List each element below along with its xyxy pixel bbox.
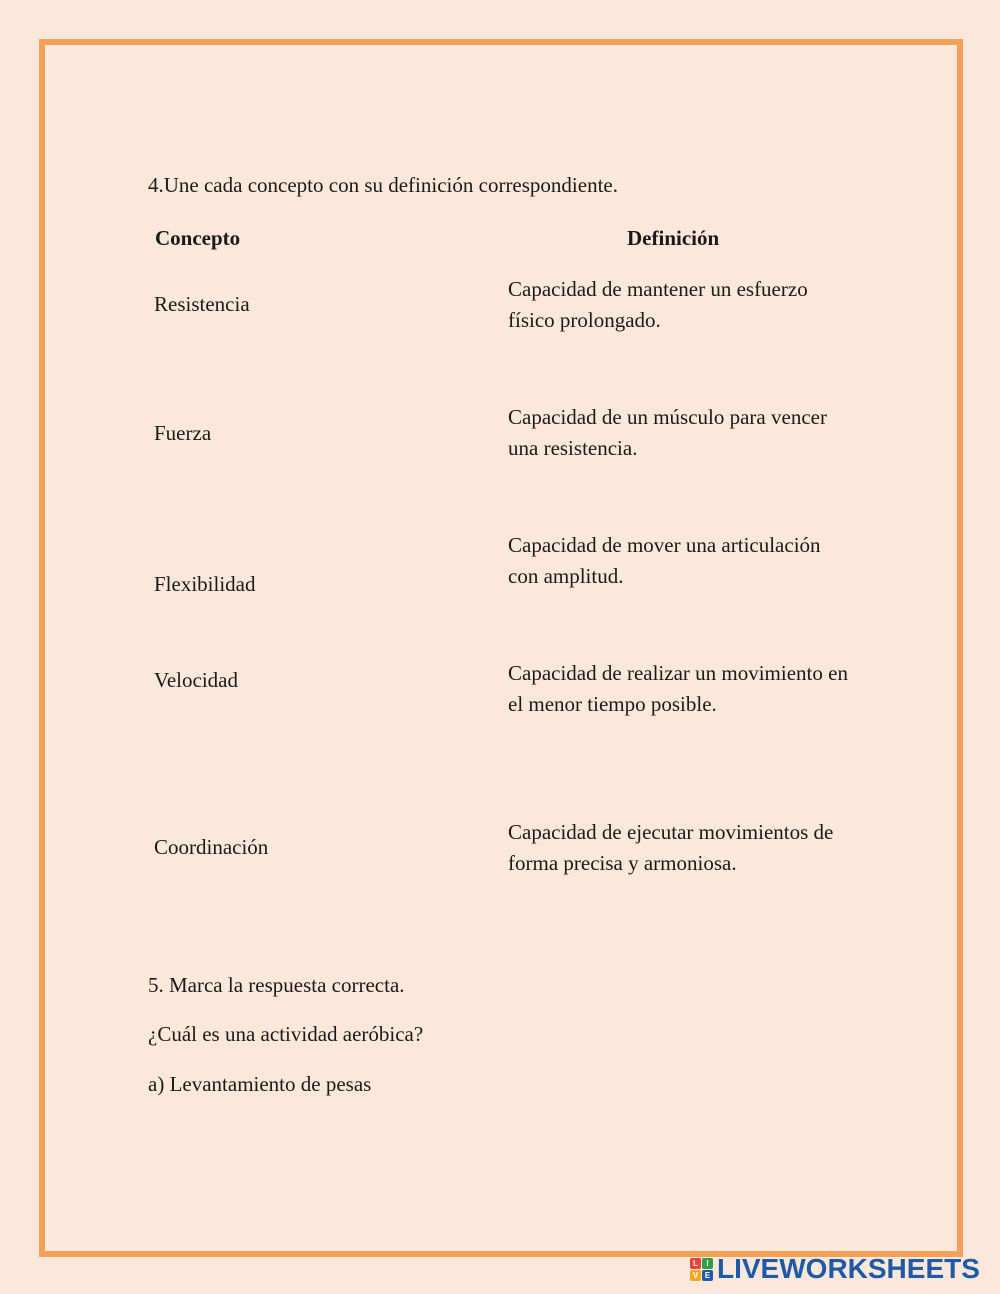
question-5-prompt: 5. Marca la respuesta correcta. bbox=[148, 973, 405, 997]
brand-name: LIVEWORKSHEETS bbox=[717, 1253, 980, 1284]
question-5-question: ¿Cuál es una actividad aeróbica? bbox=[148, 1022, 424, 1046]
liveworksheets-brand bbox=[690, 1254, 980, 1284]
logo-letter: L bbox=[690, 1258, 701, 1269]
option-a[interactable]: a) Levantamiento de pesas bbox=[148, 1072, 372, 1096]
concept-item[interactable]: Resistencia bbox=[154, 292, 250, 316]
liveworksheets-logo-icon bbox=[690, 1258, 713, 1281]
definition-item[interactable]: Capacidad de mantener un esfuerzo físico prolongado. bbox=[508, 277, 808, 332]
concept-header: Concepto bbox=[155, 226, 241, 250]
definition-item[interactable]: Capacidad de ejecutar movimientos de forma precisa y armoniosa. bbox=[508, 820, 834, 875]
concept-item[interactable]: Coordinación bbox=[154, 835, 269, 859]
definition-header: Definición bbox=[627, 226, 720, 250]
concept-item[interactable]: Fuerza bbox=[154, 421, 212, 445]
concept-item[interactable]: Velocidad bbox=[154, 668, 238, 692]
definition-item[interactable]: Capacidad de mover una articulación con amplitud. bbox=[508, 533, 821, 588]
logo-letter: V bbox=[690, 1270, 701, 1281]
logo-letter: E bbox=[702, 1270, 713, 1281]
question-4-prompt: 4.Une cada concepto con su definición correspondiente. bbox=[148, 173, 618, 197]
concept-item[interactable]: Flexibilidad bbox=[154, 572, 256, 596]
logo-letter: I bbox=[702, 1258, 713, 1269]
definition-item[interactable]: Capacidad de realizar un movimiento en el menor tiempo posible. bbox=[508, 661, 848, 716]
definition-item[interactable]: Capacidad de un músculo para vencer una resistencia. bbox=[508, 405, 827, 460]
